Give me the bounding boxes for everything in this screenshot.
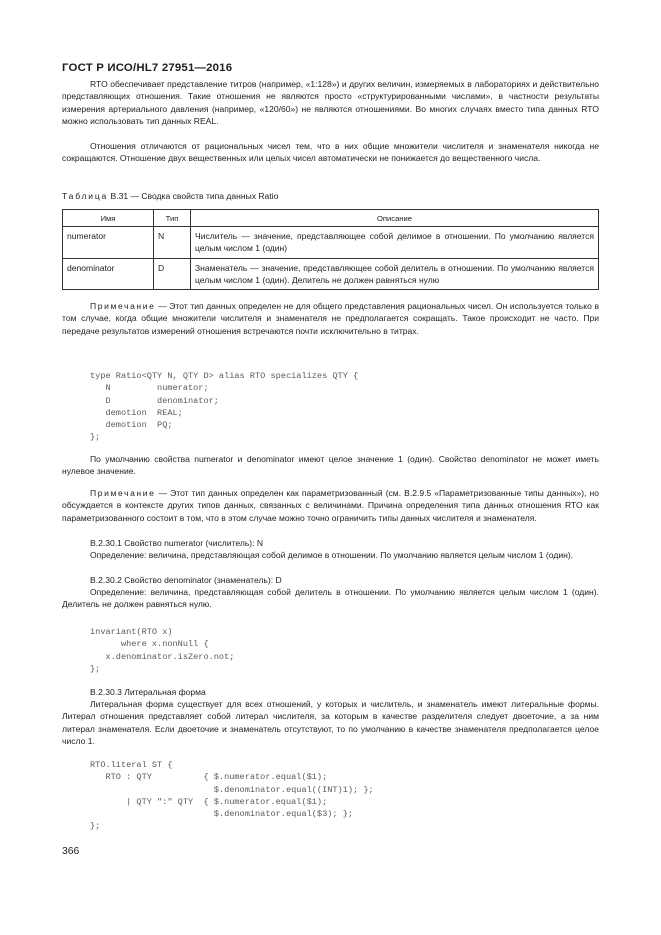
defaults-paragraph: По умолчанию свойства numerator и denominator имеют целое значение 1 (один). Свойство denominator не может иметь нулевое значение. [62,454,599,477]
section-denominator-definition: Определение: величина, представляющая собой делитель в отношении. По умолчанию является целым числом 1 (один). Делитель не должен равняться нулю. [62,587,599,610]
section-literal-text: Литеральная форма существует для всех отношений, у которых и числитель, и знаменатель имеют литеральные формы. Литерал отношения представляет собой литерал числителя, за которым в качестве разделителя следует двоеточие, а за ним литерал знаменателя. Если двоеточие и знаменатель отсутствуют, то по умолчанию в качестве знаменателя предполагается целое число 1. [62,699,599,747]
section-denominator-title: В.2.30.2 Свойство denominator (знаменатель): D [90,575,282,585]
table-caption-label: Таблица [62,191,109,201]
note-1 [62,300,599,337]
table-row [63,227,599,259]
code-block-literal: RTO.literal ST { RTO : QTY { $.numerator.equal($1); $.denominator.equal((INT)1); }; | QTY ":" QTY { $.numerator.equal($1); $.denominator.equal($3); }; }; [90,760,374,832]
cell-description: Числитель — значение, представляющее собой делимое в отношении. По умолчанию является целым числом 1 (один) [191,227,599,259]
code-block-type-definition: type Ratio<QTY N, QTY D> alias RTO specializes QTY { N numerator; D denominator; demotion REAL; demotion PQ; }; [90,371,359,443]
cell-description: Знаменатель — значение, представляющее собой делитель в отношении. По умолчанию является целым числом 1 (один). Делитель не должен равняться нулю [191,258,599,290]
table-caption-title: В.31 — Сводка свойств типа данных Ratio [108,191,279,201]
section-numerator-definition: Определение: величина, представляющая собой делимое в отношении. По умолчанию является целым числом 1 (один). [90,550,574,560]
note-2-label: Примечание [90,488,156,498]
note-1-label: Примечание [90,301,156,311]
column-header-description: Описание [191,210,599,227]
cell-name: numerator [63,227,154,259]
table-row [63,258,599,290]
cell-type: D [154,258,191,290]
note-2-text: — Этот тип данных определен как параметризованный (см. В.2.9.5 «Параметризованные типы данных»), но обсуждается в контексте других типов данных, связанных с величинами. Причина определения типа данных отношения RTO как параметризованного состоит в том, что в этом случае можно точно ограничить типы данных числителя и знаменателя. [62,488,599,523]
intro-paragraph-2: Отношения отличаются от рациональных чисел тем, что в них общие множители числителя и знаменателя никогда не сокращаются. Отношение двух вещественных или целых чисел автоматически не понижается до вещественного числа. [62,141,599,164]
table-caption [62,191,278,201]
page-number: 366 [62,846,80,857]
section-numerator-title: В.2.30.1 Свойство numerator (числитель): N [90,538,264,548]
table-header-row [63,210,599,227]
intro-paragraph-1: RTO обеспечивает представление титров (например, «1:128») и других величин, измеряемых в лабораториях и действительно представляющих отношения. Такие отношения не являются просто «структурированными числами», в частности результаты измерения артериального давления (например, «120/60») не являются отношениями. Во многих случаях вместо типа данных RTO можно использовать тип данных REAL. [62,79,599,127]
section-literal-title: В.2.30.3 Литеральная форма [90,687,206,697]
cell-name: denominator [63,258,154,290]
document-header: ГОСТ Р ИСО/HL7 27951—2016 [62,62,233,74]
note-2 [62,487,599,524]
code-block-invariant: invariant(RTO x) where x.nonNull { x.denominator.isZero.not; }; [90,627,235,674]
column-header-name: Имя [63,210,154,227]
ratio-properties-table [62,209,599,290]
cell-type: N [154,227,191,259]
column-header-type: Тип [154,210,191,227]
note-1-text: — Этот тип данных определен не для общего представления рациональных чисел. Он используется только в том случае, когда общие множители числителя и знаменателя не предполагается сокращать. Такое происходит не часто. При передаче результатов измерений отношения встречаются почти исключительно в титрах. [62,301,599,336]
